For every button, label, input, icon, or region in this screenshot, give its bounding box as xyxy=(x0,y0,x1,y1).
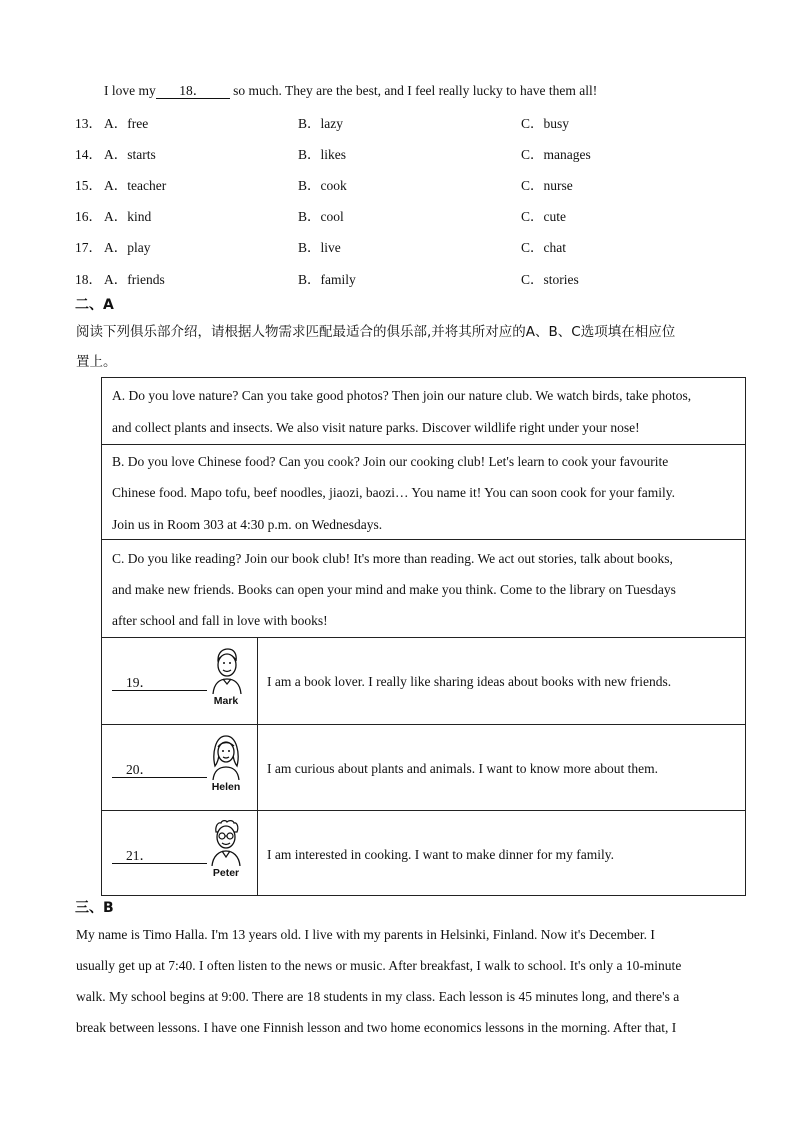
club-c-line-3: after school and fall in love with books! xyxy=(112,613,328,628)
option-b[interactable]: B．lazy xyxy=(298,116,344,131)
option-b[interactable]: B．live xyxy=(298,240,341,255)
question-number: 13． xyxy=(75,116,102,131)
person-need-peter: I am interested in cooking. I want to make dinner for my family. xyxy=(267,847,615,862)
person-name: Mark xyxy=(213,695,239,707)
option-c[interactable]: C．nurse xyxy=(521,178,573,193)
option-b[interactable]: B．cook xyxy=(298,178,347,193)
question-number: 14． xyxy=(75,147,102,162)
option-a[interactable]: A．friends xyxy=(104,272,165,287)
question-number: 17． xyxy=(75,240,102,255)
person-need-helen: I am curious about plants and animals. I want to know more about them. xyxy=(267,761,659,776)
passage-line-2: usually get up at 7:40. I often listen to the news or music. After breakfast, I walk to school. It's only a 10-minute xyxy=(76,958,682,973)
intro-line xyxy=(104,83,597,99)
club-a-line-1: A. Do you love nature? Can you take good photos? Then join our nature club. We watch birds, take photos, xyxy=(112,388,692,403)
girl-avatar-icon xyxy=(209,732,243,780)
option-c[interactable]: C．busy xyxy=(521,116,570,131)
question-number: 15． xyxy=(75,178,102,193)
section-2-heading: 二、A xyxy=(75,297,114,313)
person-name: Helen xyxy=(211,781,241,793)
intro-before: I love my xyxy=(104,83,156,98)
boy-avatar-icon xyxy=(209,646,243,694)
answer-blank-18[interactable]: 18． xyxy=(156,84,230,99)
option-a[interactable]: A．free xyxy=(104,116,149,131)
section-3-heading: 三、B xyxy=(75,900,114,916)
club-c-line-1: C. Do you like reading? Join our book club! It's more than reading. We act out stories, talk about books, xyxy=(112,551,673,566)
question-number: 18． xyxy=(75,272,102,287)
option-a[interactable]: A．play xyxy=(104,240,151,255)
section-2-instruction-line-2: 置上。 xyxy=(76,354,117,370)
option-a[interactable]: A．teacher xyxy=(104,178,167,193)
passage-line-4: break between lessons. I have one Finnish lesson and two home economics lessons in the morning. After that, I xyxy=(76,1020,677,1035)
club-a-line-2: and collect plants and insects. We also visit nature parks. Discover wildlife right under your nose! xyxy=(112,420,640,435)
club-b-line-1: B. Do you love Chinese food? Can you cook? Join our cooking club! Let's learn to cook your favourite xyxy=(112,454,669,469)
club-c-line-2: and make new friends. Books can open your mind and make you think. Come to the library on Tuesdays xyxy=(112,582,676,597)
intro-after: so much. They are the best, and I feel really lucky to have them all! xyxy=(229,83,598,98)
passage-line-3: walk. My school begins at 9:00. There are 18 students in my class. Each lesson is 45 minutes long, and there's a xyxy=(76,989,680,1004)
option-c[interactable]: C．cute xyxy=(521,209,567,224)
answer-blank-21[interactable]: 21． xyxy=(112,849,207,864)
person-helen xyxy=(206,732,246,793)
passage-line-1: My name is Timo Halla. I'm 13 years old. I live with my parents in Helsinki, Finland. Now it's December. I xyxy=(76,927,655,942)
person-name: Peter xyxy=(212,867,240,879)
club-b-line-3: Join us in Room 303 at 4:30 p.m. on Wednesdays. xyxy=(112,517,383,532)
person-mark xyxy=(206,646,246,707)
person-peter xyxy=(206,818,246,879)
option-a[interactable]: A．starts xyxy=(104,147,156,162)
option-a[interactable]: A．kind xyxy=(104,209,152,224)
club-matching-table xyxy=(101,377,746,896)
person-need-mark: I am a book lover. I really like sharing ideas about books with new friends. xyxy=(267,674,672,689)
section-2-instruction-line-1: 阅读下列俱乐部介绍，请根据人物需求匹配最适合的俱乐部,并将其所对应的A、B、C选项填在相应位 xyxy=(76,324,676,340)
option-b[interactable]: B．cool xyxy=(298,209,344,224)
option-c[interactable]: C．stories xyxy=(521,272,579,287)
club-b-line-2: Chinese food. Mapo tofu, beef noodles, jiaozi, baozi… You name it! You can soon cook for your family. xyxy=(112,485,676,500)
answer-blank-19[interactable]: 19． xyxy=(112,676,207,691)
option-c[interactable]: C．manages xyxy=(521,147,591,162)
option-c[interactable]: C．chat xyxy=(521,240,567,255)
answer-blank-20[interactable]: 20． xyxy=(112,763,207,778)
question-number: 16． xyxy=(75,209,102,224)
option-b[interactable]: B．family xyxy=(298,272,356,287)
boy-with-glasses-avatar-icon xyxy=(209,818,243,866)
option-b[interactable]: B．likes xyxy=(298,147,347,162)
